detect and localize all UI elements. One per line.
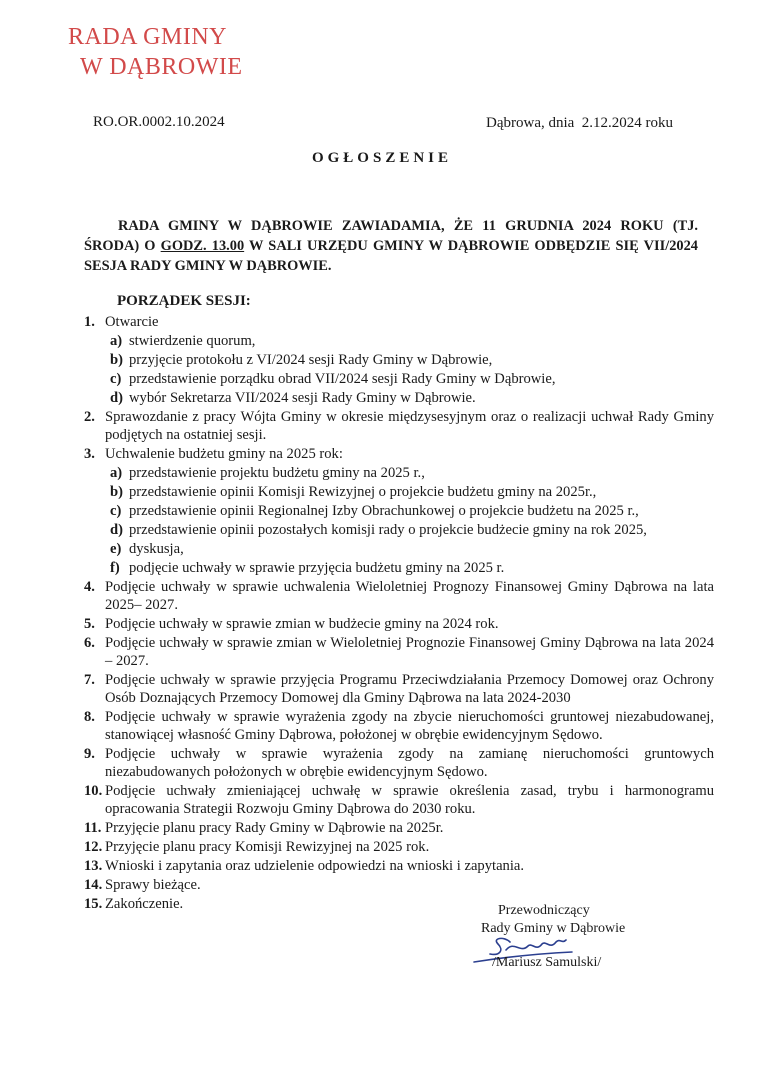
- agenda-item-number: 13.: [84, 858, 103, 874]
- agenda-item-text: Przyjęcie planu pracy Komisji Rewizyjnej na 2025 rok.: [105, 839, 430, 855]
- agenda-subitem-text: przedstawienie projektu budżetu gminy na 2025 r.,: [129, 465, 425, 481]
- document-date: Dąbrowa, dnia 2.12.2024 roku: [486, 115, 674, 131]
- agenda-item-number: 14.: [84, 877, 103, 893]
- agenda-subitem-text: podjęcie uchwały w sprawie przyjęcia budżetu gminy na 2025 r.: [129, 560, 505, 576]
- agenda-item-text: Podjęcie uchwały w sprawie wyrażenia zgody na zamianę nieruchomości gruntowych niezabudowanych położonych w obrębie ewidencyjnym Sędowo.: [105, 746, 714, 780]
- agenda-item: [84, 838, 714, 856]
- agenda-item-text: Podjęcie uchwały zmieniającej uchwałę w sprawie określenia zasad, trybu i harmonogramu opracowania Strategii Rozwoju Gminy Dąbrowa do 2030 roku.: [105, 783, 714, 817]
- agenda-item-number: 3.: [84, 446, 95, 462]
- agenda-item: [84, 445, 714, 463]
- agenda-item-number: 4.: [84, 579, 95, 595]
- agenda-subitem-letter: b): [110, 352, 123, 368]
- announcement-intro: [84, 216, 698, 276]
- intro-text-2: W SALI URZĘDU GMINY W DĄBROWIE ODBĘDZIE SIĘ VII/2024 SESJA RADY GMINY W DĄBROWIE.: [84, 238, 699, 274]
- signatory-name: /Mariusz Samulski/: [492, 955, 602, 970]
- agenda-subitem-letter: d): [110, 522, 123, 538]
- agenda-item-number: 7.: [84, 672, 95, 688]
- agenda-item: [84, 634, 714, 670]
- agenda-subitem: [84, 332, 714, 350]
- agenda-item: [84, 313, 714, 331]
- agenda-heading: PORZĄDEK SESJI:: [117, 293, 251, 309]
- agenda-item: [84, 745, 714, 781]
- agenda-item: [84, 819, 714, 837]
- agenda-subitem: [84, 370, 714, 388]
- agenda-subitem-text: przedstawienie opinii pozostałych komisji rady o projekcie budżecie gminy na rok 2025,: [129, 522, 647, 538]
- agenda-subitem-text: przedstawienie opinii Komisji Rewizyjnej o projekcie budżetu gminy na 2025r.,: [129, 484, 597, 500]
- document-title: OGŁOSZENIE: [311, 150, 453, 166]
- agenda-item-number: 6.: [84, 635, 95, 651]
- agenda-subitem-letter: a): [110, 333, 123, 349]
- agenda-item-text: Wnioski i zapytania oraz udzielenie odpowiedzi na wnioski i zapytania.: [105, 858, 525, 874]
- agenda-item-number: 9.: [84, 746, 95, 762]
- agenda-subitem-letter: c): [110, 371, 122, 387]
- session-time: GODZ. 13.00: [160, 238, 245, 254]
- agenda-item-text: Uchwalenie budżetu gminy na 2025 rok:: [105, 446, 343, 462]
- agenda-item-text: Podjęcie uchwały w sprawie uchwalenia Wieloletniej Prognozy Finansowej Gminy Dąbrowa na lata 2025– 2027.: [105, 579, 714, 613]
- signatory-body: Rady Gminy w Dąbrowie: [481, 921, 626, 936]
- agenda-subitem: [84, 502, 714, 520]
- agenda-item-text: Przyjęcie planu pracy Rady Gminy w Dąbrowie na 2025r.: [105, 820, 444, 836]
- agenda-item: [84, 895, 714, 913]
- agenda-subitem: [84, 521, 714, 539]
- signatory-role: Przewodniczący: [498, 903, 590, 918]
- agenda-item: [84, 782, 714, 818]
- agenda-item-text: Podjęcie uchwały w sprawie przyjęcia Programu Przeciwdziałania Przemocy Domowej oraz Ochrony Osób Doznających Przemocy Domowej dla Gminy Dąbrowa na lata 2024-2030: [105, 672, 714, 706]
- agenda-item-number: 12.: [84, 839, 103, 855]
- agenda-subitem-text: wybór Sekretarza VII/2024 sesji Rady Gminy w Dąbrowie.: [129, 390, 476, 406]
- agenda-subitem-text: przyjęcie protokołu z VI/2024 sesji Rady Gminy w Dąbrowie,: [129, 352, 493, 368]
- agenda-subitem-letter: b): [110, 484, 123, 500]
- agenda-subitem: [84, 389, 714, 407]
- agenda-item-text: Podjęcie uchwały w sprawie zmian w Wieloletniej Prognozie Finansowej Gminy Dąbrowa na lata 2024 – 2027.: [105, 635, 714, 669]
- agenda-subitem-text: dyskusja,: [129, 541, 184, 557]
- agenda-item-text: Sprawy bieżące.: [105, 877, 201, 893]
- agenda-item-number: 10.: [84, 783, 103, 799]
- agenda-subitem-letter: d): [110, 390, 123, 406]
- agenda-item: [84, 615, 714, 633]
- agenda-subitem: [84, 540, 714, 558]
- agenda-subitem: [84, 464, 714, 482]
- agenda-item-number: 2.: [84, 409, 95, 425]
- agenda-list: [84, 313, 714, 914]
- agenda-item-number: 1.: [84, 314, 95, 330]
- agenda-subitem-letter: f): [110, 560, 120, 576]
- agenda-item: [84, 408, 714, 444]
- agenda-subitem-text: przedstawienie opinii Regionalnej Izby Obrachunkowej o projekcie budżetu na 2025 r.,: [129, 503, 639, 519]
- agenda-item-text: Podjęcie uchwały w sprawie wyrażenia zgody na zbycie nieruchomości gruntowej niezabudowanej, stanowiącej własność Gminy Dąbrowa, położonej w obrębie ewidencyjnym Sędowo.: [105, 709, 714, 743]
- agenda-item: [84, 671, 714, 707]
- agenda-subitem-text: przedstawienie porządku obrad VII/2024 sesji Rady Gminy w Dąbrowie,: [129, 371, 556, 387]
- agenda-subitem: [84, 351, 714, 369]
- agenda-item-text: Podjęcie uchwały w sprawie zmian w budżecie gminy na 2024 rok.: [105, 616, 499, 632]
- reference-number: RO.OR.0002.10.2024: [93, 114, 225, 130]
- agenda-subitem-letter: e): [110, 541, 122, 557]
- agenda-item-number: 8.: [84, 709, 95, 725]
- agenda-item-text: Otwarcie: [105, 314, 159, 330]
- agenda-subitem-letter: c): [110, 503, 122, 519]
- agenda-item: [84, 857, 714, 875]
- agenda-subitem-letter: a): [110, 465, 123, 481]
- agenda-subitem: [84, 483, 714, 501]
- intro-text-1: RADA GMINY W DĄBROWIE ZAWIADAMIA, ŻE 11 GRUDNIA 2024 ROKU (TJ. ŚRODA) O: [84, 218, 698, 254]
- council-header-line1: RADA GMINY: [68, 24, 228, 50]
- agenda-item: [84, 708, 714, 744]
- agenda-subitem: [84, 559, 714, 577]
- agenda-item-number: 11.: [84, 820, 102, 836]
- agenda-item: [84, 876, 714, 894]
- agenda-subitem-text: stwierdzenie quorum,: [129, 333, 256, 349]
- agenda-item-number: 5.: [84, 616, 95, 632]
- agenda-item-number: 15.: [84, 896, 103, 912]
- council-header-line2: W DĄBROWIE: [80, 54, 243, 80]
- agenda-item: [84, 578, 714, 614]
- agenda-item-text: Sprawozdanie z pracy Wójta Gminy w okresie międzysesyjnym oraz o realizacji uchwał Rady Gminy podjętych na ostatniej sesji.: [105, 409, 714, 443]
- agenda-item-text: Zakończenie.: [105, 896, 184, 912]
